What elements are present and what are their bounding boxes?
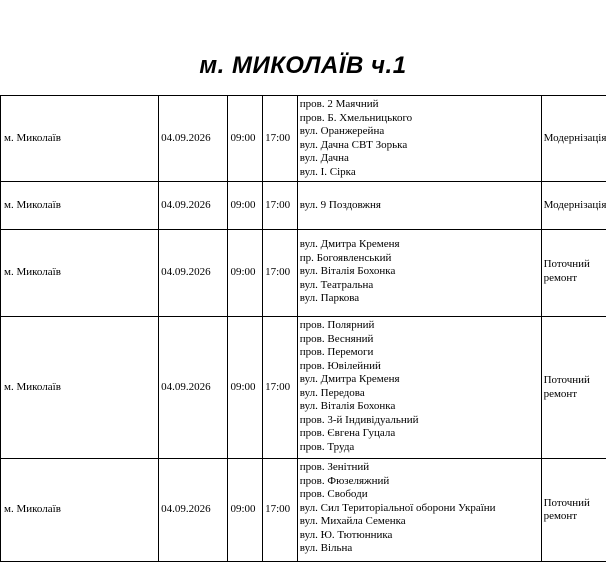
street-item: пров. Б. Хмельницького	[300, 112, 541, 126]
street-item: пров. Ювілейний	[300, 360, 541, 374]
street-item: вул. Дмитра Кременя	[300, 238, 541, 252]
date-cell: 04.09.2026	[159, 96, 228, 182]
street-item: вул. Михайла Семенка	[300, 515, 541, 529]
street-item: вул. Віталія Бохонка	[300, 400, 541, 414]
table-row	[1, 317, 606, 459]
street-item: вул. Віталія Бохонка	[300, 265, 541, 279]
street-item: вул. Театральна	[300, 279, 541, 293]
street-item: вул. І. Сірка	[300, 166, 541, 180]
street-item: вул. Оранжерейна	[300, 125, 541, 139]
date-cell: 04.09.2026	[159, 182, 228, 230]
city-cell: м. Миколаїв	[1, 182, 159, 230]
street-item: пров. Зенітний	[300, 461, 541, 475]
start-time-cell: 09:00	[228, 317, 263, 459]
end-time-cell: 17:00	[263, 459, 298, 562]
streets-cell	[297, 96, 541, 182]
streets-cell	[297, 230, 541, 317]
start-time-cell: 09:00	[228, 230, 263, 317]
city-cell: м. Миколаїв	[1, 96, 159, 182]
streets-cell	[297, 182, 541, 230]
start-time-cell: 09:00	[228, 96, 263, 182]
end-time-cell: 17:00	[263, 230, 298, 317]
street-item: пров. Євгена Гуцала	[300, 427, 541, 441]
date-cell: 04.09.2026	[159, 317, 228, 459]
street-item: пров. Полярний	[300, 319, 541, 333]
street-item: вул. 9 Поздовжня	[300, 199, 541, 213]
street-item: пров. Свободи	[300, 488, 541, 502]
date-cell: 04.09.2026	[159, 230, 228, 317]
street-item: пров. Перемоги	[300, 346, 541, 360]
table-row	[1, 96, 606, 182]
street-item: пров. Труда	[300, 441, 541, 455]
streets-cell	[297, 459, 541, 562]
street-item: вул. Вільна	[300, 542, 541, 556]
street-item: вул. Паркова	[300, 292, 541, 306]
start-time-cell: 09:00	[228, 459, 263, 562]
work-type-cell: Модернізація	[541, 182, 606, 230]
street-item: пров. 3-й Індивідуальний	[300, 414, 541, 428]
street-item: вул. Дачна СВТ Зорька	[300, 139, 541, 153]
street-item: вул. Дачна	[300, 152, 541, 166]
street-item: пров. Весняний	[300, 333, 541, 347]
streets-cell	[297, 317, 541, 459]
street-item: вул. Сил Територіальної оборони України	[300, 502, 541, 516]
city-cell: м. Миколаїв	[1, 317, 159, 459]
work-type-cell: Поточний ремонт	[541, 459, 606, 562]
date-cell: 04.09.2026	[159, 459, 228, 562]
work-type-cell: Поточний ремонт	[541, 230, 606, 317]
outage-schedule-body	[1, 96, 606, 562]
outage-schedule-table	[0, 95, 606, 562]
street-item: вул. Дмитра Кременя	[300, 373, 541, 387]
city-cell: м. Миколаїв	[1, 459, 159, 562]
end-time-cell: 17:00	[263, 96, 298, 182]
end-time-cell: 17:00	[263, 182, 298, 230]
work-type-cell: Модернізація	[541, 96, 606, 182]
page-title: м. МИКОЛАЇВ ч.1	[0, 52, 606, 80]
table-row	[1, 459, 606, 562]
table-row	[1, 230, 606, 317]
street-item: вул. Передова	[300, 387, 541, 401]
city-cell: м. Миколаїв	[1, 230, 159, 317]
street-item: пр. Богоявленський	[300, 252, 541, 266]
end-time-cell: 17:00	[263, 317, 298, 459]
street-item: пров. 2 Маячний	[300, 98, 541, 112]
work-type-cell: Поточний ремонт	[541, 317, 606, 459]
start-time-cell: 09:00	[228, 182, 263, 230]
street-item: вул. Ю. Тютюнника	[300, 529, 541, 543]
street-item: пров. Фюзеляжний	[300, 475, 541, 489]
table-row	[1, 182, 606, 230]
